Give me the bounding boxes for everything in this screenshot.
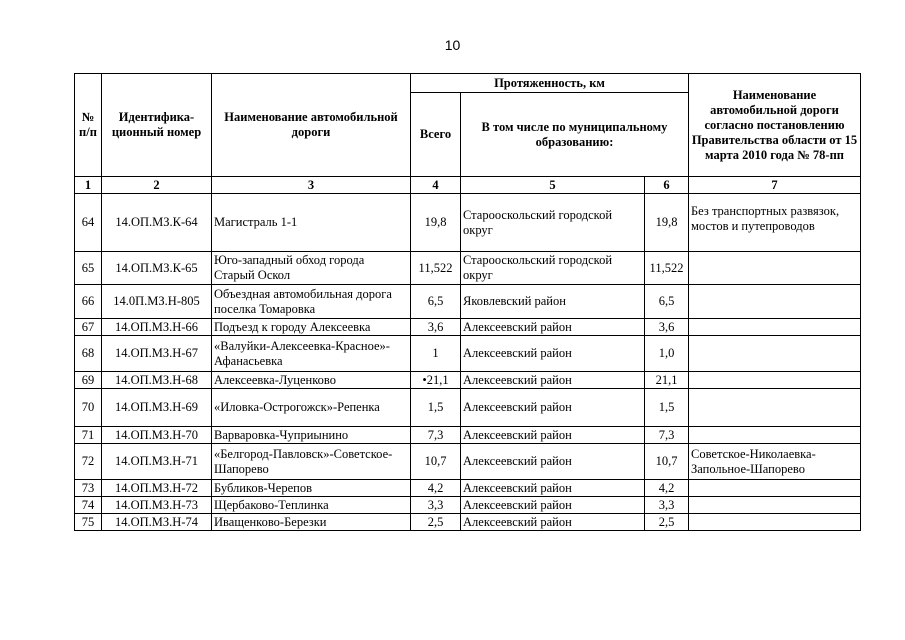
row-municipality: Алексеевский район	[461, 427, 645, 444]
row-length: 11,522	[645, 252, 689, 285]
col-number: 1	[75, 177, 102, 194]
row-name: Магистраль 1-1	[212, 194, 411, 252]
row-name: Иващенково-Березки	[212, 514, 411, 531]
row-num: 65	[75, 252, 102, 285]
table-row	[75, 194, 861, 252]
row-total: 3,6	[411, 319, 461, 336]
table-row	[75, 514, 861, 531]
table-row	[75, 389, 861, 427]
row-num: 72	[75, 444, 102, 480]
row-num: 68	[75, 336, 102, 372]
row-num: 66	[75, 285, 102, 319]
row-num: 64	[75, 194, 102, 252]
row-name: «Иловка-Острогожск»-Репенка	[212, 389, 411, 427]
row-num: 70	[75, 389, 102, 427]
header-name: Наименование автомобильной дороги	[212, 74, 411, 177]
row-note	[689, 336, 861, 372]
row-municipality: Алексеевский район	[461, 372, 645, 389]
table-row	[75, 319, 861, 336]
row-length: 3,3	[645, 497, 689, 514]
row-length: 10,7	[645, 444, 689, 480]
table-row	[75, 427, 861, 444]
row-municipality: Алексеевский район	[461, 336, 645, 372]
row-note	[689, 497, 861, 514]
row-length: 1,5	[645, 389, 689, 427]
header-municipal: В том числе по муниципальному образованию:	[461, 93, 689, 177]
row-name: Варваровка-Чуприынино	[212, 427, 411, 444]
row-municipality: Старооскольский городской округ	[461, 194, 645, 252]
row-length: 6,5	[645, 285, 689, 319]
row-total: 7,3	[411, 427, 461, 444]
row-length: 19,8	[645, 194, 689, 252]
row-id: 14.ОП.МЗ.Н-67	[102, 336, 212, 372]
row-note	[689, 427, 861, 444]
page-number: 10	[444, 37, 461, 53]
table-row	[75, 480, 861, 497]
row-id: 14.ОП.МЗ.Н-70	[102, 427, 212, 444]
row-note: Без транспортных развязок, мостов и путепроводов	[689, 194, 861, 252]
col-number: 4	[411, 177, 461, 194]
header-total: Всего	[411, 93, 461, 177]
row-note	[689, 252, 861, 285]
table-row	[75, 444, 861, 480]
row-length: 21,1	[645, 372, 689, 389]
row-num: 67	[75, 319, 102, 336]
row-name: «Валуйки-Алексеевка-Красное»-Афанасьевка	[212, 336, 411, 372]
row-total: 10,7	[411, 444, 461, 480]
row-total: 19,8	[411, 194, 461, 252]
row-length: 1,0	[645, 336, 689, 372]
row-note	[689, 389, 861, 427]
roads-table	[74, 73, 861, 531]
header-num: № п/п	[75, 74, 102, 177]
row-id: 14.ОП.МЗ.Н-71	[102, 444, 212, 480]
header-length: Протяженность, км	[411, 74, 689, 93]
col-number: 3	[212, 177, 411, 194]
row-length: 3,6	[645, 319, 689, 336]
row-total: 1,5	[411, 389, 461, 427]
row-length: 4,2	[645, 480, 689, 497]
row-note: Советское-Николаевка-Запольное-Шапорево	[689, 444, 861, 480]
row-total: 4,2	[411, 480, 461, 497]
row-note	[689, 285, 861, 319]
row-num: 74	[75, 497, 102, 514]
row-name: Подъезд к городу Алексеевка	[212, 319, 411, 336]
row-name: «Белгород-Павловск»-Советское-Шапорево	[212, 444, 411, 480]
header-id: Идентифика-ционный номер	[102, 74, 212, 177]
row-total: 11,522	[411, 252, 461, 285]
row-id: 14.ОП.МЗ.Н-68	[102, 372, 212, 389]
col-number: 2	[102, 177, 212, 194]
row-total: 1	[411, 336, 461, 372]
row-id: 14.0П.МЗ.Н-805	[102, 285, 212, 319]
row-length: 7,3	[645, 427, 689, 444]
row-note	[689, 319, 861, 336]
row-municipality: Алексеевский район	[461, 319, 645, 336]
col-number: 6	[645, 177, 689, 194]
row-note	[689, 480, 861, 497]
row-id: 14.ОП.МЗ.Н-72	[102, 480, 212, 497]
col-number: 5	[461, 177, 645, 194]
row-id: 14.ОП.МЗ.Н-74	[102, 514, 212, 531]
row-total: •21,1	[411, 372, 461, 389]
row-num: 69	[75, 372, 102, 389]
row-num: 75	[75, 514, 102, 531]
row-id: 14.ОП.МЗ.Н-73	[102, 497, 212, 514]
row-total: 3,3	[411, 497, 461, 514]
col-number: 7	[689, 177, 861, 194]
row-name: Бубликов-Черепов	[212, 480, 411, 497]
row-municipality: Старооскольский городской округ	[461, 252, 645, 285]
row-municipality: Алексеевский район	[461, 480, 645, 497]
row-num: 71	[75, 427, 102, 444]
row-note	[689, 514, 861, 531]
row-id: 14.ОП.МЗ.Н-66	[102, 319, 212, 336]
row-id: 14.ОП.МЗ.Н-69	[102, 389, 212, 427]
header-decree: Наименование автомобильной дороги согласно постановлению Правительства области от 15 марта 2010 года № 78-пп	[689, 74, 861, 177]
row-name: Юго-западный обход города Старый Оскол	[212, 252, 411, 285]
row-name: Алексеевка-Луценково	[212, 372, 411, 389]
row-municipality: Алексеевский район	[461, 514, 645, 531]
table-row	[75, 252, 861, 285]
table-row	[75, 336, 861, 372]
row-total: 2,5	[411, 514, 461, 531]
row-num: 73	[75, 480, 102, 497]
row-note	[689, 372, 861, 389]
row-total: 6,5	[411, 285, 461, 319]
row-id: 14.ОП.МЗ.К-64	[102, 194, 212, 252]
row-length: 2,5	[645, 514, 689, 531]
table-row	[75, 285, 861, 319]
row-name: Объездная автомобильная дорога поселка Томаровка	[212, 285, 411, 319]
row-municipality: Алексеевский район	[461, 444, 645, 480]
table-row	[75, 497, 861, 514]
row-municipality: Яковлевский район	[461, 285, 645, 319]
row-id: 14.ОП.МЗ.К-65	[102, 252, 212, 285]
row-municipality: Алексеевский район	[461, 389, 645, 427]
row-municipality: Алексеевский район	[461, 497, 645, 514]
table-row	[75, 372, 861, 389]
row-name: Щербаково-Теплинка	[212, 497, 411, 514]
